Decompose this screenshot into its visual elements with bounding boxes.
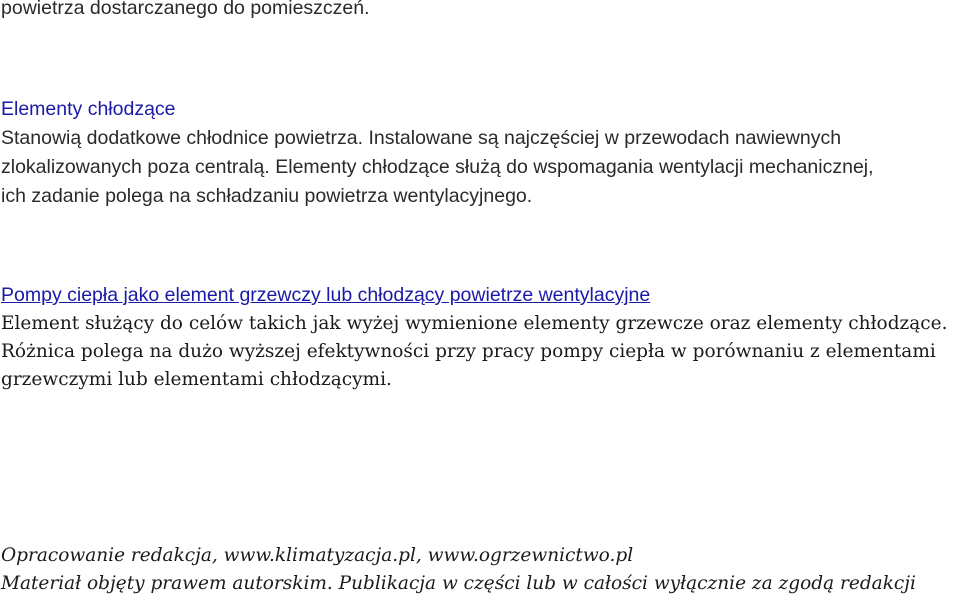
paragraph-line: Element służący do celów takich jak wyżej wymienione elementy grzewcze oraz elementy chłodzące. bbox=[1, 313, 948, 334]
paragraph-line: zlokalizowanych poza centralą. Elementy chłodzące służą do wspomagania wentylacji mechanicznej, bbox=[1, 156, 874, 178]
paragraph-line: ich zadanie polega na schładzaniu powietrza wentylacyjnego. bbox=[1, 185, 533, 207]
paragraph-line: grzewczymi lub elementami chłodzącymi. bbox=[1, 369, 392, 390]
footer-copyright: Materiał objęty prawem autorskim. Publikacja w części lub w całości wyłącznie za zgodą redakcji bbox=[1, 573, 916, 594]
section-heading-cooling-elements: Elementy chłodzące bbox=[1, 98, 176, 120]
paragraph-line: Różnica polega na dużo wyższej efektywności przy pracy pompy ciepła w porównaniu z elementami bbox=[1, 341, 936, 362]
section-heading-heat-pumps: Pompy ciepła jako element grzewczy lub chłodzący powietrze wentylacyjne bbox=[1, 284, 651, 306]
paragraph-continuation: powietrza dostarczanego do pomieszczeń. bbox=[1, 0, 370, 19]
paragraph-line: Stanowią dodatkowe chłodnice powietrza. Instalowane są najczęściej w przewodach nawiewnych bbox=[1, 127, 842, 149]
footer-credit: Opracowanie redakcja, www.klimatyzacja.pl, www.ogrzewnictwo.pl bbox=[1, 545, 634, 566]
